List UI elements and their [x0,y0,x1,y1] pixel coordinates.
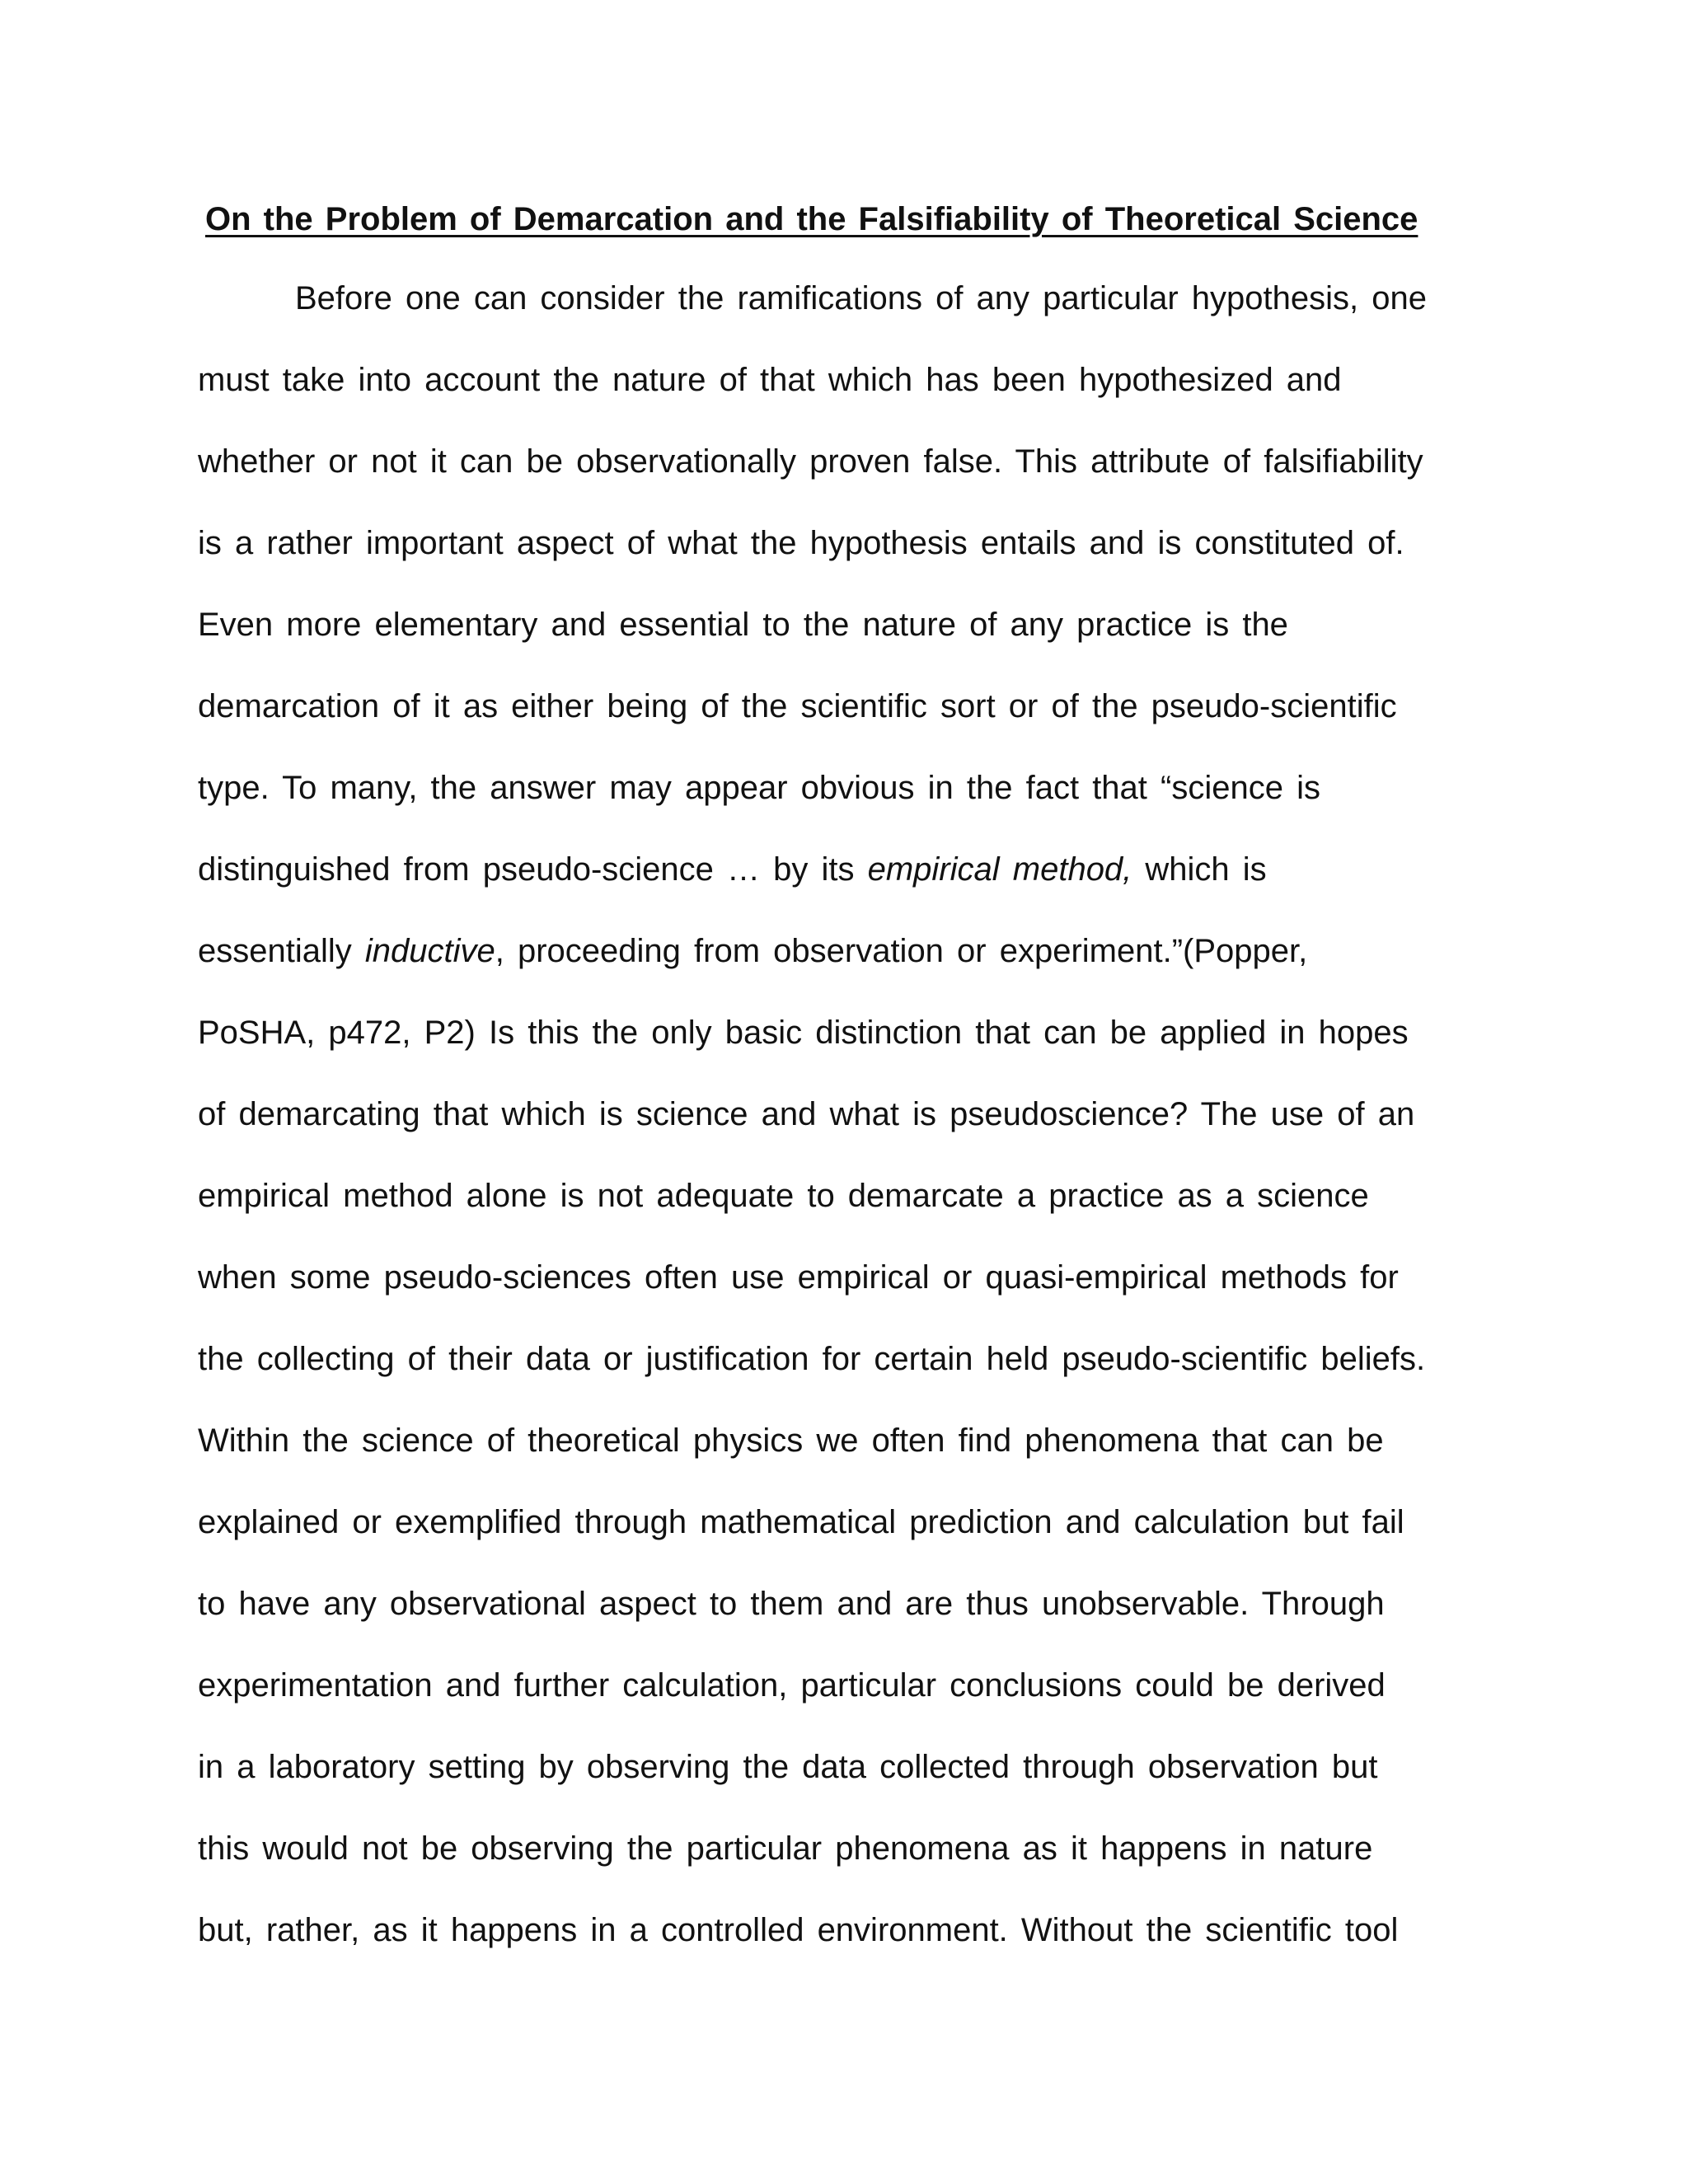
italic-text: inductive [364,933,495,969]
text-segment: which is [1132,851,1267,888]
text-line-17: to have any observational aspect to them and are thus unobservable. Through [198,1586,1385,1622]
text-line-12: empirical method alone is not adequate to demarcate a practice as a science [198,1178,1369,1214]
text-line-1: Before one can consider the ramifications of any particular hypothesis, one [295,280,1427,316]
text-line-7: type. To many, the answer may appear obvious in the fact that “science is [198,770,1320,806]
text-line-13: when some pseudo-sciences often use empirical or quasi-empirical methods for [198,1259,1399,1296]
text-line-16: explained or exemplified through mathematical prediction and calculation but fail [198,1504,1404,1540]
text-line-2: must take into account the nature of that which has been hypothesized and [198,362,1342,398]
text-line-19: in a laboratory setting by observing the data collected through observation but [198,1749,1378,1785]
document-title: On the Problem of Demarcation and the Falsifiability of Theoretical Science [205,201,1418,237]
text-segment: , proceeding from observation or experiment.”(Popper, [495,933,1308,969]
text-line-8 [198,845,1267,894]
text-line-10: PoSHA, p472, P2) Is this the only basic distinction that can be applied in hopes [198,1015,1409,1051]
text-line-21: but, rather, as it happens in a controlled environment. Without the scientific tool [198,1912,1399,1948]
text-line-11: of demarcating that which is science and what is pseudoscience? The use of an [198,1096,1415,1132]
text-segment: distinguished from pseudo-science … by its [198,851,868,888]
text-line-3: whether or not it can be observationally proven false. This attribute of falsifiability [198,443,1423,480]
text-line-6: demarcation of it as either being of the scientific sort or of the pseudo-scientific [198,688,1397,724]
text-line-9 [198,926,1307,976]
text-line-5: Even more elementary and essential to the nature of any practice is the [198,607,1288,643]
text-line-20: this would not be observing the particular phenomena as it happens in nature [198,1830,1373,1867]
text-line-18: experimentation and further calculation, particular conclusions could be derived [198,1667,1386,1704]
text-line-4: is a rather important aspect of what the hypothesis entails and is constituted of. [198,525,1404,561]
text-segment: essentially [198,933,365,969]
text-line-14: the collecting of their data or justification for certain held pseudo-scientific beliefs. [198,1341,1426,1377]
text-line-15: Within the science of theoretical physics we often find phenomena that can be [198,1422,1384,1459]
italic-text: empirical method, [867,851,1132,888]
